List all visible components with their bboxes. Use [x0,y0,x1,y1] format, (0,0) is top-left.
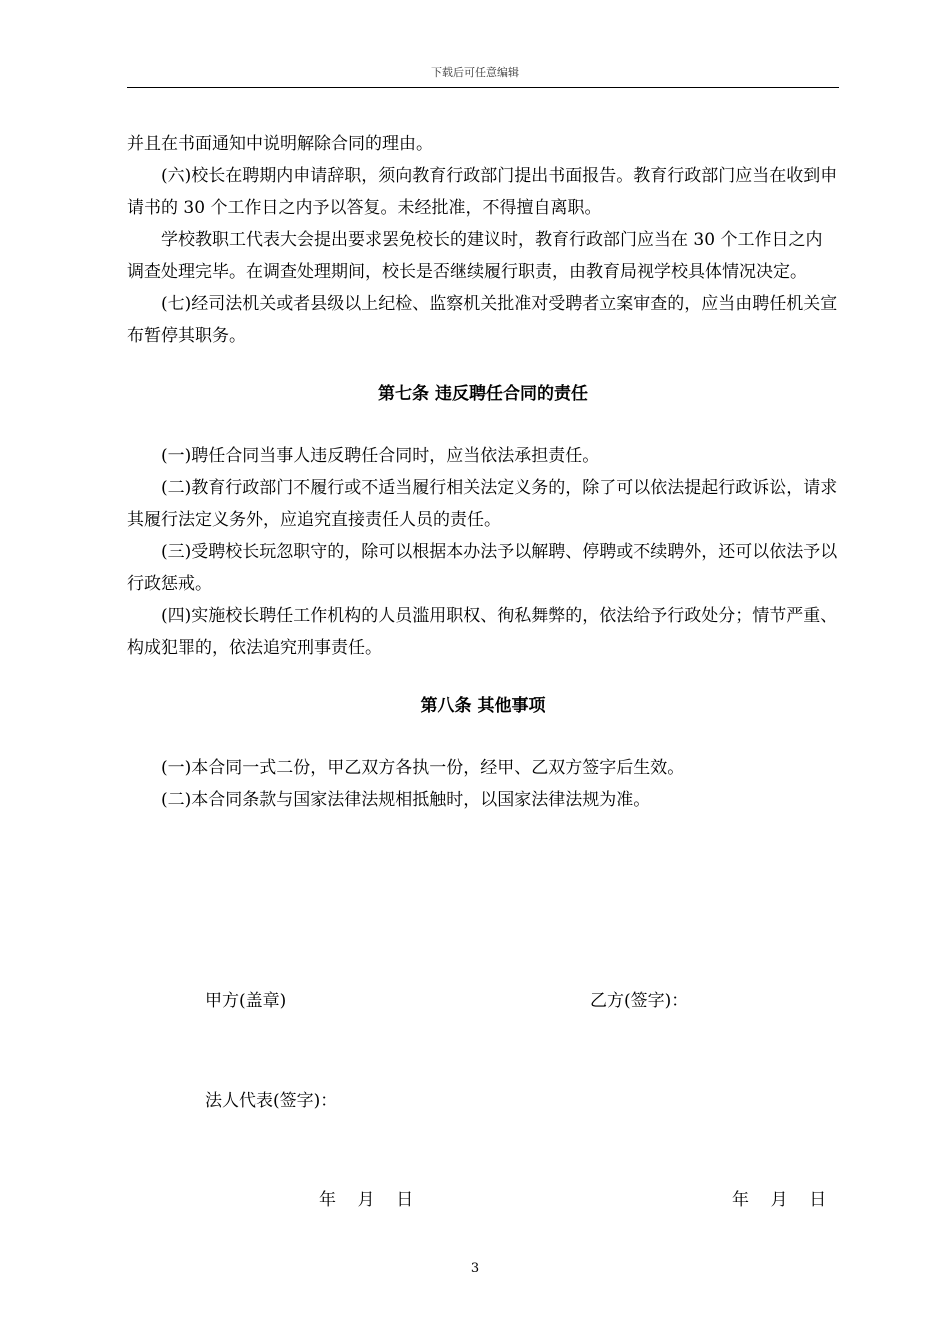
page-number: 3 [470,1261,480,1276]
header-divider [127,87,839,88]
document-body [127,128,839,816]
paragraph: (六)校长在聘期内申请辞职，须向教育行政部门提出书面报告。教育行政部门应当在收到申请书的 30 个工作日之内予以答复。未经批准，不得擅自离职。 [127,166,838,218]
paragraph: 学校教职工代表大会提出要求罢免校长的建议时，教育行政部门应当在 30 个工作日之内调查处理完毕。在调查处理期间，校长是否继续履行职责，由教育局视学校具体情况决定。 [127,230,823,282]
date-line-party-a: 年 月 日 [319,1190,414,1210]
article-7-item: (四)实施校长聘任工作机构的人员滥用职权、徇私舞弊的，依法给予行政处分；情节严重、构成犯罪的，依法追究刑事责任。 [127,606,838,658]
article-7-item: (一)聘任合同当事人违反聘任合同时，应当依法承担责任。 [161,446,600,466]
paragraph: 并且在书面通知中说明解除合同的理由。 [127,134,433,154]
article-7-heading: 第七条 违反聘任合同的责任 [378,384,588,404]
article-7-item: (二)教育行政部门不履行或不适当履行相关法定义务的，除了可以依法提起行政诉讼，请求其履行法定义务外，应追究直接责任人员的责任。 [127,478,838,530]
paragraph: (七)经司法机关或者县级以上纪检、监察机关批准对受聘者立案审查的，应当由聘任机关宣布暂停其职务。 [127,294,838,346]
legal-representative-label: 法人代表(签字)： [205,1091,338,1111]
article-7-item: (三)受聘校长玩忽职守的，除可以根据本办法予以解聘、停聘或不续聘外，还可以依法予以行政惩戒。 [127,542,838,594]
article-8-item: (二)本合同条款与国家法律法规相抵触时，以国家法律法规为准。 [161,790,651,810]
article-8-item: (一)本合同一式二份，甲乙双方各执一份，经甲、乙双方签字后生效。 [161,758,685,778]
date-line-party-b: 年 月 日 [732,1190,827,1210]
party-a-seal-label: 甲方(盖章) [205,991,287,1011]
page-header: 下载后可任意编辑 [431,66,519,79]
article-8-heading: 第八条 其他事项 [420,696,546,716]
party-b-signature-label: 乙方(签字)： [590,991,689,1011]
